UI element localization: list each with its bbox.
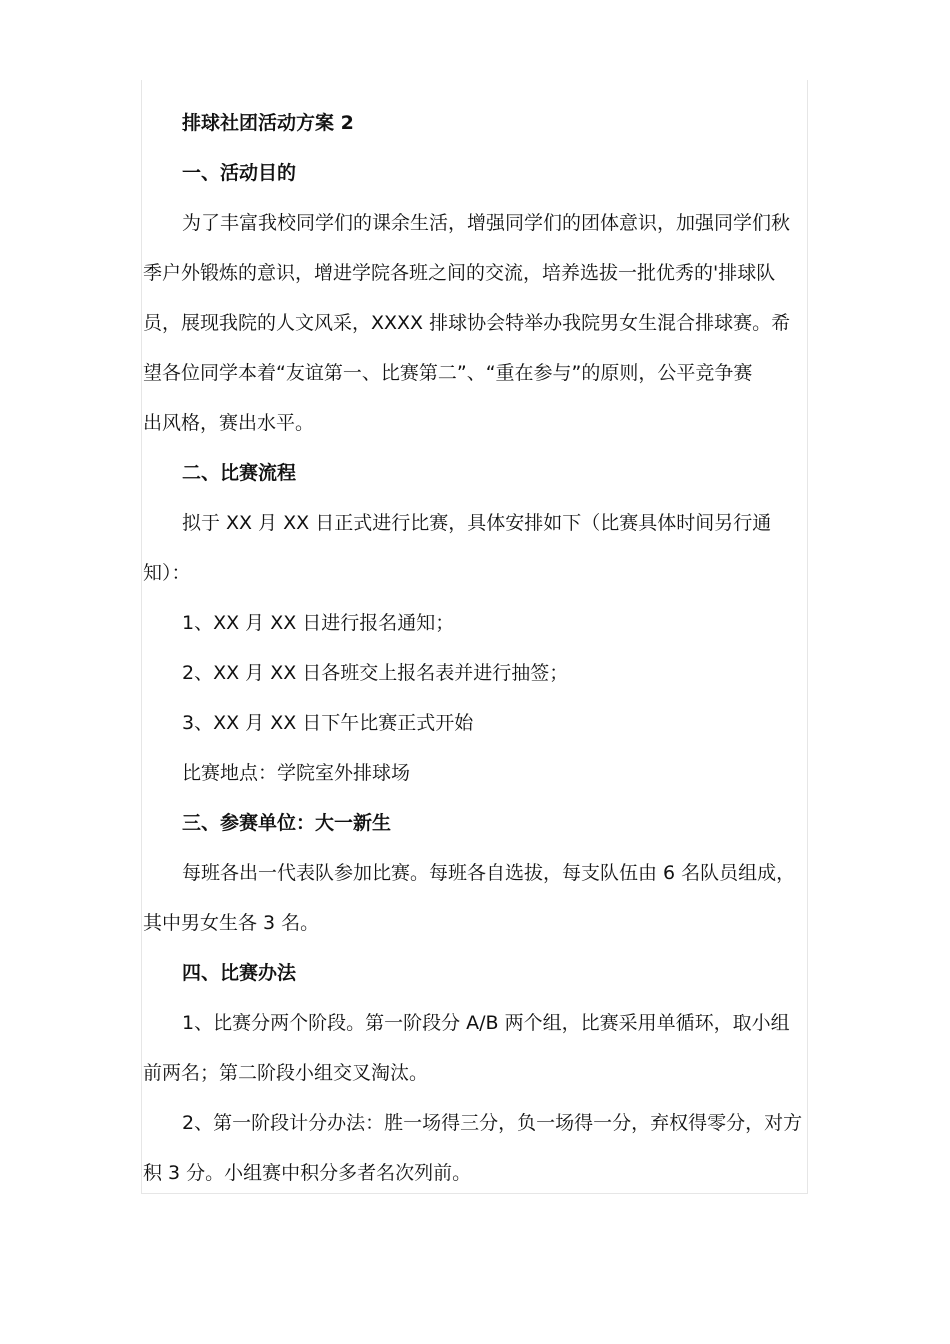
document-title: 排球社团活动方案 2 — [182, 112, 354, 134]
document-body — [143, 98, 807, 1198]
paragraph-line: 每班各出一代表队参加比赛。每班各自选拔，每支队伍由 6 名队员组成， — [182, 862, 796, 884]
paragraph-line: 季户外锻炼的意识，增进学院各班之间的交流，培养选拔一批优秀的'排球队 — [143, 262, 776, 284]
venue-line: 比赛地点：学院室外排球场 — [182, 762, 411, 784]
paragraph-line: 为了丰富我校同学们的课余生活，增强同学们的团体意识，加强同学们秋 — [182, 212, 791, 234]
list-item: 3、XX 月 XX 日下午比赛正式开始 — [182, 712, 474, 734]
list-item: 2、XX 月 XX 日各班交上报名表并进行抽签； — [182, 662, 569, 684]
section-heading-rules: 四、比赛办法 — [182, 962, 297, 984]
paragraph-line: 员，展现我院的人文风采，XXXX 排球协会特举办我院男女生混合排球赛。希 — [143, 312, 791, 334]
paragraph-line: 其中男女生各 3 名。 — [143, 912, 320, 934]
paragraph-line: 1、比赛分两个阶段。第一阶段分 A/B 两个组，比赛采用单循环，取小组 — [182, 1012, 790, 1034]
paragraph-line: 拟于 XX 月 XX 日正式进行比赛，具体安排如下（比赛具体时间另行通 — [182, 512, 772, 534]
paragraph-line: 出风格，赛出水平。 — [143, 412, 315, 434]
section-heading-purpose: 一、活动目的 — [182, 162, 297, 184]
section-heading-process: 二、比赛流程 — [182, 462, 297, 484]
paragraph-line: 知）： — [143, 562, 191, 584]
paragraph-line: 望各位同学本着“友谊第一、比赛第二”、“重在参与”的原则，公平竞争赛 — [143, 362, 753, 384]
list-item: 1、XX 月 XX 日进行报名通知； — [182, 612, 455, 634]
paragraph-line: 2、第一阶段计分办法：胜一场得三分，负一场得一分，弃权得零分，对方 — [182, 1112, 803, 1134]
paragraph-line: 积 3 分。小组赛中积分多者名次列前。 — [143, 1162, 472, 1184]
paragraph-line: 前两名；第二阶段小组交叉淘汰。 — [143, 1062, 429, 1084]
section-heading-participants: 三、参赛单位：大一新生 — [182, 812, 392, 834]
